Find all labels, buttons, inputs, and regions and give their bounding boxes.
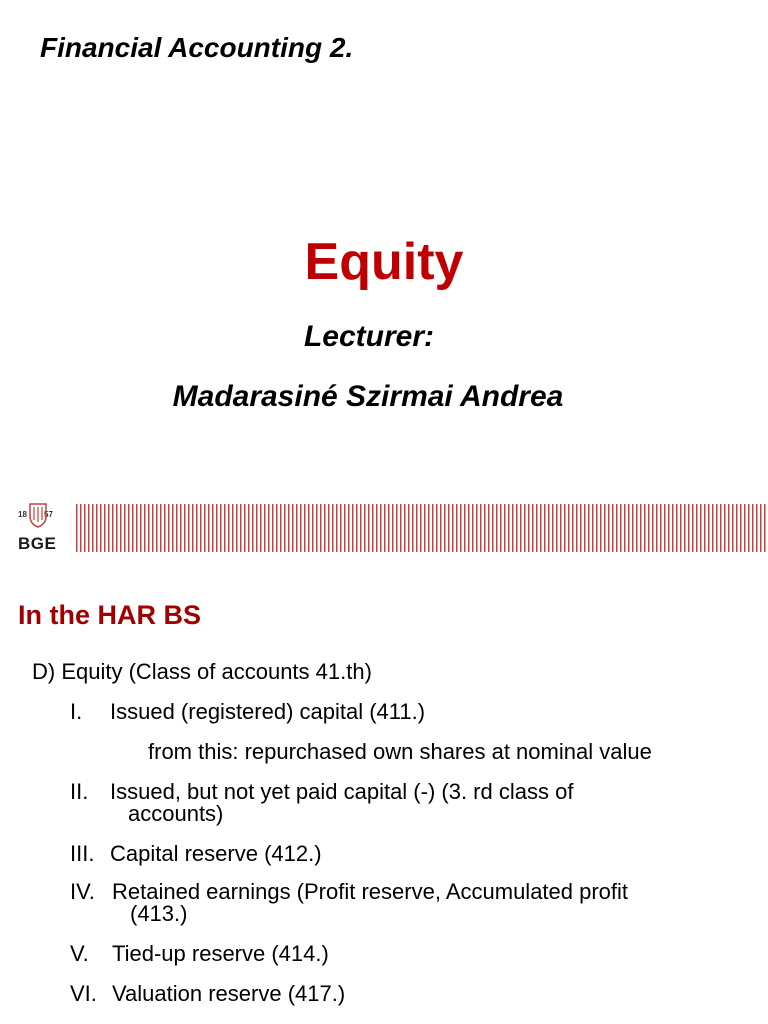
logo-text: BGE (18, 534, 57, 553)
list-item-text: Issued (registered) capital (411.) (110, 699, 426, 724)
list-item-continuation (130, 902, 187, 926)
list-item-cont: (413.) (130, 901, 188, 926)
list-item-text: Tied-up reserve (414.) (112, 941, 329, 966)
lecturer-name: Madarasiné Szirmai Andrea (172, 380, 564, 413)
list-item-cont: accounts) (128, 801, 224, 826)
list-item-text: Capital reserve (412.) (110, 841, 322, 866)
bge-logo (14, 500, 64, 556)
list-item-text: Retained earnings (Profit reserve, Accumulated profit (112, 879, 629, 904)
list-marker: VI. (70, 981, 97, 1006)
list-item-text: Issued, but not yet paid capital (-) (3. rd class of (110, 779, 574, 804)
list-item (70, 700, 425, 724)
section-title: In the HAR BS (18, 600, 202, 630)
slide-divider-band (0, 500, 768, 556)
lecturer-label: Lecturer: (303, 320, 435, 353)
list-marker: III. (70, 841, 95, 866)
content-slide (0, 560, 768, 1024)
list-marker: I. (70, 699, 83, 724)
list-item (70, 942, 329, 966)
decorative-stripes (76, 504, 768, 552)
list-item (70, 982, 345, 1006)
list-marker: IV. (70, 879, 95, 904)
list-marker: II. (70, 779, 89, 804)
logo-year-left: 18 (18, 510, 27, 519)
list-item (70, 842, 322, 866)
list-heading (32, 660, 372, 684)
shield-icon (28, 502, 48, 528)
course-title: Financial Accounting 2. (40, 32, 354, 63)
list-item-text: D) Equity (Class of accounts 41.th) (32, 659, 372, 684)
list-item-text: from this: repurchased own shares at nominal value (148, 739, 652, 764)
list-item-continuation (128, 802, 223, 826)
list-marker: V. (70, 941, 89, 966)
title-slide (0, 0, 768, 490)
logo-year-right: 57 (44, 510, 53, 519)
list-item-text: Valuation reserve (417.) (112, 981, 346, 1006)
main-title: Equity (304, 233, 464, 291)
list-subitem (148, 740, 652, 764)
